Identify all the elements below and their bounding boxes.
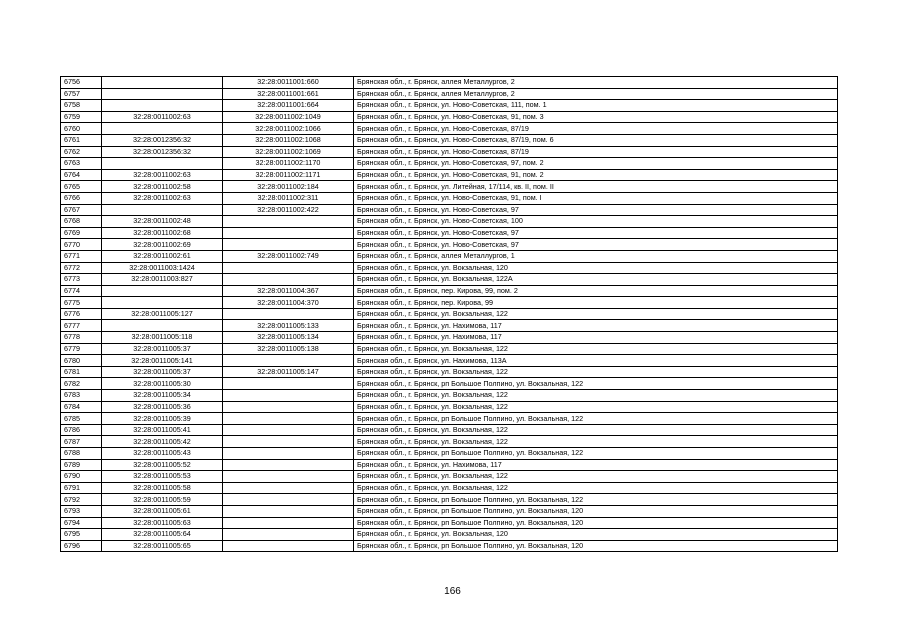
address-cell: Брянская обл., г. Брянск, ул. Ново-Советская, 97 bbox=[354, 239, 838, 251]
parent-cadastral-cell: 32:28:0011002:61 bbox=[102, 250, 223, 262]
table-row bbox=[61, 274, 838, 286]
address-cell: Брянская обл., г. Брянск, рп Большое Полпино, ул. Вокзальная, 120 bbox=[354, 540, 838, 552]
cadastral-number-cell: 32:28:0011002:1170 bbox=[223, 158, 354, 170]
parent-cadastral-cell bbox=[102, 297, 223, 309]
table-row bbox=[61, 413, 838, 425]
parent-cadastral-cell: 32:28:0011005:43 bbox=[102, 448, 223, 460]
cadastral-number-cell bbox=[223, 482, 354, 494]
table-row bbox=[61, 134, 838, 146]
row-number-cell: 6790 bbox=[61, 471, 102, 483]
address-cell: Брянская обл., г. Брянск, ул. Вокзальная, 122 bbox=[354, 343, 838, 355]
address-cell: Брянская обл., г. Брянск, ул. Ново-Советская, 87/19 bbox=[354, 146, 838, 158]
table-row bbox=[61, 285, 838, 297]
parent-cadastral-cell: 32:28:0011002:68 bbox=[102, 227, 223, 239]
cadastral-number-cell: 32:28:0011002:749 bbox=[223, 250, 354, 262]
row-number-cell: 6769 bbox=[61, 227, 102, 239]
row-number-cell: 6760 bbox=[61, 123, 102, 135]
cadastral-number-cell bbox=[223, 216, 354, 228]
row-number-cell: 6783 bbox=[61, 390, 102, 402]
cadastral-number-cell: 32:28:0011004:367 bbox=[223, 285, 354, 297]
address-cell: Брянская обл., г. Брянск, ул. Нахимова, 117 bbox=[354, 320, 838, 332]
row-number-cell: 6779 bbox=[61, 343, 102, 355]
table-row bbox=[61, 77, 838, 89]
table-row bbox=[61, 505, 838, 517]
parent-cadastral-cell: 32:28:0011005:127 bbox=[102, 308, 223, 320]
cadastral-number-cell bbox=[223, 227, 354, 239]
parent-cadastral-cell: 32:28:0011002:63 bbox=[102, 169, 223, 181]
cadastral-number-cell: 32:28:0011005:147 bbox=[223, 366, 354, 378]
address-cell: Брянская обл., г. Брянск, аллея Металлургов, 2 bbox=[354, 77, 838, 89]
parent-cadastral-cell: 32:28:0011005:59 bbox=[102, 494, 223, 506]
parent-cadastral-cell: 32:28:0011005:61 bbox=[102, 505, 223, 517]
parent-cadastral-cell bbox=[102, 158, 223, 170]
row-number-cell: 6793 bbox=[61, 505, 102, 517]
table-body bbox=[61, 77, 838, 552]
row-number-cell: 6775 bbox=[61, 297, 102, 309]
table-row bbox=[61, 343, 838, 355]
cadastral-number-cell bbox=[223, 529, 354, 541]
cadastral-number-cell bbox=[223, 390, 354, 402]
cadastral-number-cell bbox=[223, 436, 354, 448]
table-row bbox=[61, 401, 838, 413]
row-number-cell: 6782 bbox=[61, 378, 102, 390]
address-cell: Брянская обл., г. Брянск, ул. Вокзальная, 122 bbox=[354, 366, 838, 378]
address-cell: Брянская обл., г. Брянск, ул. Ново-Советская, 87/19, пом. 6 bbox=[354, 134, 838, 146]
parent-cadastral-cell: 32:28:0011005:39 bbox=[102, 413, 223, 425]
row-number-cell: 6792 bbox=[61, 494, 102, 506]
address-cell: Брянская обл., г. Брянск, аллея Металлургов, 1 bbox=[354, 250, 838, 262]
parent-cadastral-cell: 32:28:0011002:48 bbox=[102, 216, 223, 228]
address-cell: Брянская обл., г. Брянск, ул. Вокзальная, 122 bbox=[354, 401, 838, 413]
row-number-cell: 6764 bbox=[61, 169, 102, 181]
cadastral-number-cell: 32:28:0011005:138 bbox=[223, 343, 354, 355]
table-row bbox=[61, 100, 838, 112]
cadastral-number-cell: 32:28:0011002:1069 bbox=[223, 146, 354, 158]
cadastral-number-cell bbox=[223, 239, 354, 251]
cadastral-number-cell bbox=[223, 262, 354, 274]
row-number-cell: 6785 bbox=[61, 413, 102, 425]
row-number-cell: 6758 bbox=[61, 100, 102, 112]
address-cell: Брянская обл., г. Брянск, ул. Ново-Советская, 111, пом. 1 bbox=[354, 100, 838, 112]
parent-cadastral-cell: 32:28:0011002:63 bbox=[102, 192, 223, 204]
parent-cadastral-cell: 32:28:0011003:827 bbox=[102, 274, 223, 286]
cadastral-number-cell: 32:28:0011001:661 bbox=[223, 88, 354, 100]
parent-cadastral-cell: 32:28:0011002:63 bbox=[102, 111, 223, 123]
table-row bbox=[61, 262, 838, 274]
table-row bbox=[61, 332, 838, 344]
row-number-cell: 6762 bbox=[61, 146, 102, 158]
table-row bbox=[61, 239, 838, 251]
table-row bbox=[61, 540, 838, 552]
cadastral-number-cell: 32:28:0011002:1068 bbox=[223, 134, 354, 146]
address-cell: Брянская обл., г. Брянск, ул. Вокзальная, 122 bbox=[354, 308, 838, 320]
cadastral-number-cell bbox=[223, 471, 354, 483]
table-row bbox=[61, 204, 838, 216]
address-cell: Брянская обл., г. Брянск, ул. Вокзальная, 122 bbox=[354, 471, 838, 483]
cadastral-number-cell bbox=[223, 413, 354, 425]
parent-cadastral-cell: 32:28:0011005:34 bbox=[102, 390, 223, 402]
table-row bbox=[61, 436, 838, 448]
table-row bbox=[61, 390, 838, 402]
row-number-cell: 6780 bbox=[61, 355, 102, 367]
table-row bbox=[61, 366, 838, 378]
cadastral-number-cell: 32:28:0011002:422 bbox=[223, 204, 354, 216]
parent-cadastral-cell bbox=[102, 88, 223, 100]
cadastral-number-cell: 32:28:0011002:311 bbox=[223, 192, 354, 204]
table-row bbox=[61, 111, 838, 123]
row-number-cell: 6767 bbox=[61, 204, 102, 216]
table-row bbox=[61, 297, 838, 309]
row-number-cell: 6763 bbox=[61, 158, 102, 170]
table-row bbox=[61, 227, 838, 239]
parent-cadastral-cell: 32:28:0011005:64 bbox=[102, 529, 223, 541]
row-number-cell: 6787 bbox=[61, 436, 102, 448]
address-cell: Брянская обл., г. Брянск, рп Большое Полпино, ул. Вокзальная, 120 bbox=[354, 505, 838, 517]
cadastral-number-cell: 32:28:0011001:660 bbox=[223, 77, 354, 89]
address-cell: Брянская обл., г. Брянск, пер. Кирова, 99 bbox=[354, 297, 838, 309]
cadastral-number-cell bbox=[223, 459, 354, 471]
row-number-cell: 6794 bbox=[61, 517, 102, 529]
table-row bbox=[61, 459, 838, 471]
parent-cadastral-cell: 32:28:0011005:118 bbox=[102, 332, 223, 344]
parent-cadastral-cell: 32:28:0011005:37 bbox=[102, 343, 223, 355]
address-cell: Брянская обл., г. Брянск, ул. Вокзальная, 122 bbox=[354, 390, 838, 402]
table-row bbox=[61, 355, 838, 367]
cadastral-number-cell: 32:28:0011002:1171 bbox=[223, 169, 354, 181]
row-number-cell: 6788 bbox=[61, 448, 102, 460]
table-row bbox=[61, 424, 838, 436]
table-row bbox=[61, 320, 838, 332]
row-number-cell: 6789 bbox=[61, 459, 102, 471]
row-number-cell: 6761 bbox=[61, 134, 102, 146]
row-number-cell: 6781 bbox=[61, 366, 102, 378]
row-number-cell: 6772 bbox=[61, 262, 102, 274]
table-row bbox=[61, 192, 838, 204]
parent-cadastral-cell bbox=[102, 320, 223, 332]
parent-cadastral-cell bbox=[102, 123, 223, 135]
row-number-cell: 6786 bbox=[61, 424, 102, 436]
table-row bbox=[61, 448, 838, 460]
cadastral-number-cell: 32:28:0011002:1066 bbox=[223, 123, 354, 135]
parent-cadastral-cell: 32:28:0012356:32 bbox=[102, 134, 223, 146]
page-number: 166 bbox=[444, 586, 461, 597]
table-row bbox=[61, 88, 838, 100]
address-cell: Брянская обл., г. Брянск, ул. Вокзальная, 122 bbox=[354, 482, 838, 494]
address-cell: Брянская обл., г. Брянск, ул. Ново-Советская, 91, пом. I bbox=[354, 192, 838, 204]
cadastral-number-cell bbox=[223, 424, 354, 436]
address-cell: Брянская обл., г. Брянск, ул. Вокзальная, 122 bbox=[354, 436, 838, 448]
address-cell: Брянская обл., г. Брянск, рп Большое Полпино, ул. Вокзальная, 122 bbox=[354, 378, 838, 390]
row-number-cell: 6771 bbox=[61, 250, 102, 262]
table-row bbox=[61, 471, 838, 483]
address-cell: Брянская обл., г. Брянск, ул. Литейная, 17/114, кв. II, пом. II bbox=[354, 181, 838, 193]
address-cell: Брянская обл., г. Брянск, аллея Металлургов, 2 bbox=[354, 88, 838, 100]
table-row bbox=[61, 123, 838, 135]
cadastral-number-cell: 32:28:0011001:664 bbox=[223, 100, 354, 112]
address-cell: Брянская обл., г. Брянск, ул. Ново-Советская, 91, пом. 2 bbox=[354, 169, 838, 181]
cadastral-number-cell bbox=[223, 378, 354, 390]
cadastral-number-cell bbox=[223, 517, 354, 529]
row-number-cell: 6766 bbox=[61, 192, 102, 204]
parent-cadastral-cell bbox=[102, 204, 223, 216]
address-cell: Брянская обл., г. Брянск, ул. Ново-Советская, 100 bbox=[354, 216, 838, 228]
cadastral-number-cell bbox=[223, 540, 354, 552]
cadastral-number-cell bbox=[223, 274, 354, 286]
address-cell: Брянская обл., г. Брянск, рп Большое Полпино, ул. Вокзальная, 122 bbox=[354, 494, 838, 506]
row-number-cell: 6773 bbox=[61, 274, 102, 286]
address-cell: Брянская обл., г. Брянск, рп Большое Полпино, ул. Вокзальная, 122 bbox=[354, 448, 838, 460]
row-number-cell: 6757 bbox=[61, 88, 102, 100]
cadastral-number-cell: 32:28:0011002:184 bbox=[223, 181, 354, 193]
table-row bbox=[61, 482, 838, 494]
address-cell: Брянская обл., г. Брянск, ул. Вокзальная, 120 bbox=[354, 529, 838, 541]
table-row bbox=[61, 158, 838, 170]
row-number-cell: 6777 bbox=[61, 320, 102, 332]
row-number-cell: 6795 bbox=[61, 529, 102, 541]
row-number-cell: 6774 bbox=[61, 285, 102, 297]
address-cell: Брянская обл., г. Брянск, ул. Вокзальная, 122А bbox=[354, 274, 838, 286]
table-row bbox=[61, 517, 838, 529]
parent-cadastral-cell bbox=[102, 77, 223, 89]
table-row bbox=[61, 250, 838, 262]
parent-cadastral-cell: 32:28:0011005:37 bbox=[102, 366, 223, 378]
parent-cadastral-cell: 32:28:0011005:58 bbox=[102, 482, 223, 494]
address-cell: Брянская обл., г. Брянск, ул. Нахимова, 117 bbox=[354, 459, 838, 471]
row-number-cell: 6756 bbox=[61, 77, 102, 89]
cadastral-table bbox=[60, 76, 838, 552]
parent-cadastral-cell: 32:28:0011005:53 bbox=[102, 471, 223, 483]
row-number-cell: 6768 bbox=[61, 216, 102, 228]
row-number-cell: 6796 bbox=[61, 540, 102, 552]
address-cell: Брянская обл., г. Брянск, ул. Вокзальная, 122 bbox=[354, 424, 838, 436]
table-row bbox=[61, 308, 838, 320]
cadastral-number-cell bbox=[223, 308, 354, 320]
table-row bbox=[61, 529, 838, 541]
cadastral-number-cell: 32:28:0011005:133 bbox=[223, 320, 354, 332]
parent-cadastral-cell: 32:28:0011005:141 bbox=[102, 355, 223, 367]
table-row bbox=[61, 181, 838, 193]
parent-cadastral-cell: 32:28:0011005:65 bbox=[102, 540, 223, 552]
address-cell: Брянская обл., г. Брянск, рп Большое Полпино, ул. Вокзальная, 120 bbox=[354, 517, 838, 529]
address-cell: Брянская обл., г. Брянск, ул. Вокзальная, 120 bbox=[354, 262, 838, 274]
cadastral-number-cell bbox=[223, 494, 354, 506]
cadastral-number-cell: 32:28:0011005:134 bbox=[223, 332, 354, 344]
table-row bbox=[61, 378, 838, 390]
row-number-cell: 6776 bbox=[61, 308, 102, 320]
parent-cadastral-cell: 32:28:0011005:41 bbox=[102, 424, 223, 436]
parent-cadastral-cell bbox=[102, 100, 223, 112]
address-cell: Брянская обл., г. Брянск, рп Большое Полпино, ул. Вокзальная, 122 bbox=[354, 413, 838, 425]
parent-cadastral-cell bbox=[102, 285, 223, 297]
cadastral-number-cell bbox=[223, 505, 354, 517]
address-cell: Брянская обл., г. Брянск, ул. Ново-Советская, 97 bbox=[354, 204, 838, 216]
parent-cadastral-cell: 32:28:0011005:42 bbox=[102, 436, 223, 448]
address-cell: Брянская обл., г. Брянск, ул. Нахимова, 117 bbox=[354, 332, 838, 344]
table-row bbox=[61, 494, 838, 506]
table-row bbox=[61, 216, 838, 228]
cadastral-number-cell bbox=[223, 355, 354, 367]
cadastral-number-cell bbox=[223, 448, 354, 460]
address-cell: Брянская обл., г. Брянск, ул. Ново-Советская, 91, пом. 3 bbox=[354, 111, 838, 123]
parent-cadastral-cell: 32:28:0011003:1424 bbox=[102, 262, 223, 274]
address-cell: Брянская обл., г. Брянск, ул. Ново-Советская, 97, пом. 2 bbox=[354, 158, 838, 170]
row-number-cell: 6778 bbox=[61, 332, 102, 344]
address-cell: Брянская обл., г. Брянск, ул. Ново-Советская, 87/19 bbox=[354, 123, 838, 135]
row-number-cell: 6784 bbox=[61, 401, 102, 413]
address-cell: Брянская обл., г. Брянск, ул. Ново-Советская, 97 bbox=[354, 227, 838, 239]
cadastral-number-cell: 32:28:0011004:370 bbox=[223, 297, 354, 309]
address-cell: Брянская обл., г. Брянск, ул. Нахимова, 113А bbox=[354, 355, 838, 367]
table-row bbox=[61, 146, 838, 158]
parent-cadastral-cell: 32:28:0011002:69 bbox=[102, 239, 223, 251]
parent-cadastral-cell: 32:28:0011002:58 bbox=[102, 181, 223, 193]
row-number-cell: 6791 bbox=[61, 482, 102, 494]
address-cell: Брянская обл., г. Брянск, пер. Кирова, 99, пом. 2 bbox=[354, 285, 838, 297]
row-number-cell: 6759 bbox=[61, 111, 102, 123]
row-number-cell: 6765 bbox=[61, 181, 102, 193]
parent-cadastral-cell: 32:28:0011005:30 bbox=[102, 378, 223, 390]
parent-cadastral-cell: 32:28:0012356:32 bbox=[102, 146, 223, 158]
row-number-cell: 6770 bbox=[61, 239, 102, 251]
parent-cadastral-cell: 32:28:0011005:36 bbox=[102, 401, 223, 413]
table-row bbox=[61, 169, 838, 181]
parent-cadastral-cell: 32:28:0011005:63 bbox=[102, 517, 223, 529]
cadastral-number-cell bbox=[223, 401, 354, 413]
parent-cadastral-cell: 32:28:0011005:52 bbox=[102, 459, 223, 471]
cadastral-number-cell: 32:28:0011002:1049 bbox=[223, 111, 354, 123]
